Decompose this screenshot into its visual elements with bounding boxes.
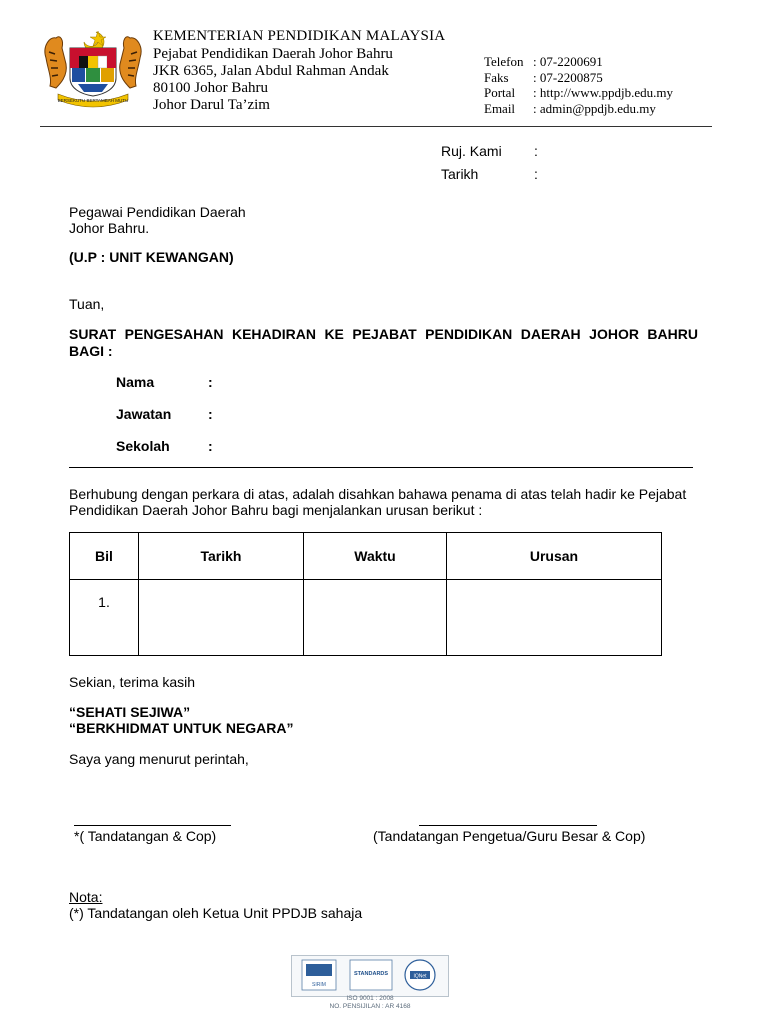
contact-value: : http://www.ppdjb.edu.my xyxy=(533,85,673,100)
contact-email xyxy=(484,101,673,117)
header-urusan: Urusan xyxy=(447,533,662,580)
field-jawatan-label: Jawatan xyxy=(116,406,172,422)
cell-urusan[interactable] xyxy=(447,580,662,656)
contact-value: : 07-2200691 xyxy=(533,54,603,69)
left-signature-line xyxy=(74,825,231,826)
header-bil: Bil xyxy=(70,533,139,580)
left-signature-caption: *( Tandatangan & Cop) xyxy=(74,828,217,844)
contact-label: Portal xyxy=(484,85,516,100)
contact-label: Telefon xyxy=(484,54,524,69)
motto-1: “SEHATI SEJIWA” xyxy=(69,704,191,720)
field-sekolah-label: Sekolah xyxy=(116,438,170,454)
contact-value: : admin@ppdjb.edu.my xyxy=(533,100,656,116)
right-signature-line xyxy=(419,825,597,826)
certification-logos xyxy=(291,955,449,997)
recipient-line-2: Johor Bahru. xyxy=(69,220,150,236)
field-sekolah-colon: : xyxy=(208,438,213,454)
contact-portal xyxy=(484,85,673,101)
address-line-3: 80100 Johor Bahru xyxy=(153,80,268,96)
activity-table xyxy=(69,532,662,656)
tarikh-colon: : xyxy=(534,166,538,182)
address-line-4: Johor Darul Ta’zim xyxy=(153,97,270,113)
closing-order: Saya yang menurut perintah, xyxy=(69,751,249,767)
standards-logo-text: STANDARDS xyxy=(353,971,389,977)
certification-logos-graphic xyxy=(292,956,448,996)
iso-standard: ISO 9001 : 2008 xyxy=(346,995,394,1002)
right-signature-caption: (Tandatangan Pengetua/Guru Besar & Cop) xyxy=(373,828,646,844)
contact-faks xyxy=(484,70,673,86)
motto-2: “BERKHIDMAT UNTUK NEGARA” xyxy=(69,720,294,736)
contact-label: Faks xyxy=(484,69,509,85)
address-line-2: JKR 6365, Jalan Abdul Rahman Andak xyxy=(153,63,389,79)
contact-block xyxy=(484,54,673,116)
contact-telefon xyxy=(484,54,673,70)
tarikh-label: Tarikh xyxy=(441,166,479,182)
ruj-kami-label: Ruj. Kami xyxy=(441,143,502,159)
nota-label: Nota: xyxy=(69,889,103,905)
attention-line: (U.P : UNIT KEWANGAN) xyxy=(69,249,234,265)
sirim-logo-text: SIRIM xyxy=(312,982,326,988)
header-divider xyxy=(40,126,712,127)
table-row xyxy=(70,580,662,656)
field-jawatan-colon: : xyxy=(208,406,213,422)
contact-label: Email xyxy=(484,100,516,116)
header-tarikh: Tarikh xyxy=(139,533,304,580)
subject-line-1: SURAT PENGESAHAN KEHADIRAN KE PEJABAT PENDIDIKAN DAERAH JOHOR BAHRU xyxy=(69,326,698,342)
header-waktu: Waktu xyxy=(304,533,447,580)
certificate-number: NO. PENSIJILAN : AR 4168 xyxy=(329,1003,411,1010)
address-line-1: Pejabat Pendidikan Daerah Johor Bahru xyxy=(153,46,393,62)
field-nama-colon: : xyxy=(208,374,213,390)
cell-tarikh[interactable] xyxy=(139,580,304,656)
salutation: Tuan, xyxy=(69,296,105,312)
iso-caption xyxy=(291,995,449,1011)
closing-thanks: Sekian, terima kasih xyxy=(69,674,196,690)
recipient-line-1: Pegawai Pendidikan Daerah xyxy=(69,204,246,220)
field-nama-label: Nama xyxy=(116,374,155,390)
body-line-2: Pendidikan Daerah Johor Bahru bagi menjalankan urusan berikut : xyxy=(69,502,483,518)
cell-waktu[interactable] xyxy=(304,580,447,656)
contact-value: : 07-2200875 xyxy=(533,69,603,85)
section-divider xyxy=(69,467,693,468)
svg-text:BERSEKUTU BERTAMBAH MUTU: BERSEKUTU BERTAMBAH MUTU xyxy=(57,98,129,103)
ruj-kami-colon: : xyxy=(534,143,538,159)
iqnet-logo-text: IQNet xyxy=(413,973,427,980)
subject-line-2: BAGI : xyxy=(69,343,113,359)
body-line-1: Berhubung dengan perkara di atas, adalah disahkan bahawa penama di atas telah hadir ke Pejabat xyxy=(69,486,687,502)
nota-text: (*) Tandatangan oleh Ketua Unit PPDJB sahaja xyxy=(69,905,363,921)
table-header-row xyxy=(70,533,662,580)
cell-bil[interactable]: 1. xyxy=(70,580,139,656)
coat-of-arms-logo xyxy=(40,28,146,108)
ministry-title: KEMENTERIAN PENDIDIKAN MALAYSIA xyxy=(153,28,446,44)
